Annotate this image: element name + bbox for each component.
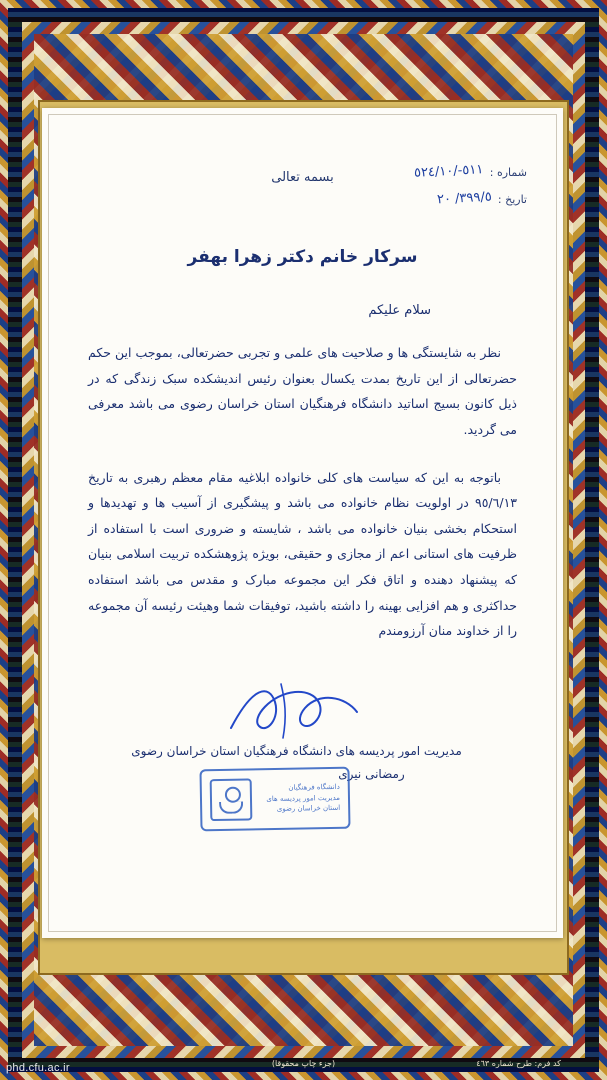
stamp-line-3: استان خراسان رضوی	[276, 803, 341, 814]
greeting-line: سلام علیکم	[368, 303, 431, 318]
stamp-text	[258, 782, 341, 815]
site-watermark: phd.cfu.ac.ir	[6, 1062, 70, 1074]
letter-date-row	[322, 191, 527, 206]
letter-date-label: تاریخ :	[497, 193, 527, 206]
footer-form-code: کد فرم: طرح شماره ٤٦٣	[476, 1059, 561, 1068]
letter-number-label: شماره :	[489, 166, 527, 179]
official-stamp	[199, 767, 350, 832]
letter-number-value: ٥١١-/٥٢٤/١٠	[414, 162, 485, 181]
signatory-title: مدیریت امور پردیسه های دانشگاه فرهنگیان استان خراسان رضوی	[131, 743, 462, 758]
header-invocation: بسمه تعالی	[271, 170, 334, 185]
stamp-line-1: دانشگاه فرهنگیان	[288, 782, 340, 792]
footer-center-note: (جزء چاپ محقوقا)	[271, 1059, 336, 1068]
letter-body	[42, 108, 563, 938]
stamp-line-2: مدیریت امور پردیسه های	[266, 793, 341, 803]
recipient-salutation: سرکار خانم دکتر زهرا بهفر	[187, 247, 418, 267]
letter-date-value: ٣٩٩/٥/ ٢٠	[436, 189, 493, 208]
university-logo-icon	[210, 778, 253, 821]
body-paragraph-1: نظر به شایستگی ها و صلاحیت های علمی و تجربی حضرتعالی، بموجب این حکم حضرتعالی از این تاریخ بمدت یکسال بعنوان رئیس اندیشکده سبک زندگی که در ذیل کانون بسیج اساتید دانشگاه فرهنگیان استان خراسان رضوی می باشد معرفی می گردید.	[88, 345, 517, 437]
letter-meta	[322, 164, 527, 218]
handwritten-signature-icon	[223, 676, 373, 746]
letter-number-row	[322, 164, 527, 179]
signature-area	[82, 684, 523, 864]
signatory-name: رمضانی نیری	[338, 766, 405, 781]
letter-paper	[42, 108, 563, 938]
body-paragraph-2: باتوجه به این که سیاست های کلی خانواده ابلاغیه مقام معظم رهبری به تاریخ ٩٥/٦/١٣ در اولویت نظام خانواده می باشد و پیشگیری از آسیب ها و تهدیدها و استحکام بخشی بنیان خانواده می باشد ، شایسته و ضروری است با استفاده از ظرفیت های استانی اعم از مجازی و حقیقی، بویژه پژوهشکده تربیت اسلامی بنیان که پیشنهاد دهنده و اتاق فکر این مجموعه مبارک و مقدس می باشد استفاده حداکثری و هم افزایی بهینه را داشته باشید، توفیقات شما وهیئت رئیسه آن مجموعه را از خداوند منان آرزومندم	[88, 469, 517, 639]
